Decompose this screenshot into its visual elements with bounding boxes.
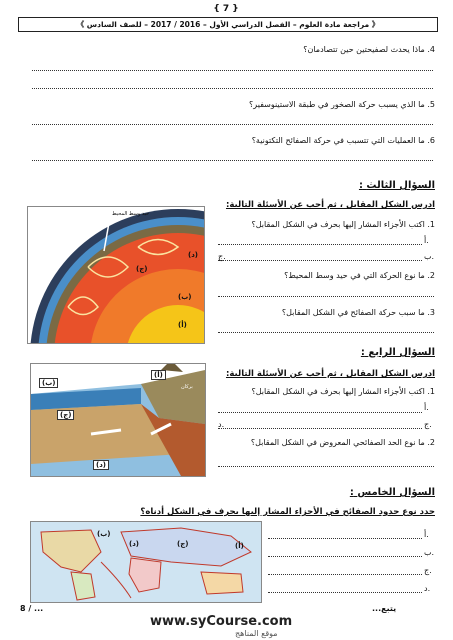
- section4-title: [361, 347, 435, 358]
- question-4: 4. ماذا يحدث لصفيحتين حين تتصادمان؟: [303, 45, 435, 54]
- question-6: 6. ما العمليات التي تتسبب في حركة الصفائح التكتونية؟: [251, 136, 435, 145]
- s3-answer-3[interactable]: [218, 332, 434, 333]
- section3-colon: :: [358, 180, 363, 191]
- section4-instruction: ادرس الشكل المقابل ، ثم أجب عن الأسئلة التالية:: [225, 369, 435, 379]
- fig4-label-ocean: محيط: [91, 374, 104, 380]
- worksheet-header: 《 مراجعة مادة العلوم – الفصل الدراسي الأول – 2016 / 2017 – للصف السادس 》: [18, 17, 438, 32]
- figure-label-a: (أ): [178, 321, 187, 329]
- figure-label-ridge: حيد وسط المحيط: [112, 211, 150, 217]
- s4-label-c: ج.: [424, 420, 432, 429]
- s3-label-b: ب.: [424, 252, 435, 261]
- section4-title-text: السؤال الرابع: [368, 347, 435, 358]
- page-number: { 7 }: [213, 4, 239, 14]
- fig4-label-c: (ج): [57, 410, 74, 420]
- section3-title-text: السؤال الثالث: [366, 180, 435, 191]
- answer-line[interactable]: [32, 70, 433, 71]
- footer-brand[interactable]: www.syCourse.com: [150, 614, 293, 629]
- s5-answer-c[interactable]: [268, 574, 422, 575]
- answer-line[interactable]: [32, 160, 433, 161]
- section4-colon: :: [360, 347, 365, 358]
- s5-label-d: د.: [424, 584, 431, 593]
- s4-question-2: 2. ما نوع الحد الصفائحي المعروض في الشكل المقابل؟: [250, 438, 435, 447]
- figure-label-d: (د): [188, 251, 198, 259]
- s3-answer-b[interactable]: [218, 260, 422, 261]
- fig4-label-a: (أ): [151, 370, 166, 380]
- answer-line[interactable]: [32, 88, 433, 89]
- s3-question-1: 1. اكتب الأجزاء المشار إليها بحرف في الشكل المقابل؟: [251, 220, 435, 229]
- s5-label-c: ج.: [424, 566, 432, 575]
- section5-instruction: حدد نوع حدود الصفائح في الأجزاء المشار إليها بحرف في الشكل أدناه؟: [140, 507, 435, 517]
- map-label-d: (د): [129, 540, 139, 548]
- s3-label-c: ج.: [218, 252, 226, 261]
- fig4-label-volcano: بركان: [181, 384, 193, 390]
- s3-question-2: 2. ما نوع الحركة التي في حيد وسط المحيط؟: [284, 271, 435, 280]
- earth-cross-section-figure: [27, 206, 205, 344]
- s3-question-3: 3. ما سبب حركة الصفائح في الشكل المقابل؟: [281, 308, 435, 317]
- footer-page: 8 / ...: [20, 604, 44, 613]
- section5-colon: :: [349, 487, 354, 498]
- map-label-b: (ب): [97, 530, 111, 538]
- map-label-a: (أ): [235, 542, 244, 550]
- figure-label-trench: اخدود: [32, 259, 44, 265]
- plate-boundary-figure: [30, 363, 206, 477]
- figure-label-b: (ب): [178, 293, 192, 301]
- s5-label-b: ب.: [424, 548, 435, 557]
- s4-question-1: 1. اكتب الأجزاء المشار إليها بحرف في الشكل المقابل؟: [251, 387, 435, 396]
- question-5: 5. ما الذي يسبب حركة الصخور في طبقة الاستينوسفير؟: [249, 100, 435, 109]
- s5-answer-a[interactable]: [268, 538, 422, 539]
- section5-title-text: السؤال الخامس: [357, 487, 435, 498]
- s4-answer-a[interactable]: [218, 412, 422, 413]
- fig4-label-d: (د): [93, 460, 109, 470]
- s5-answer-d[interactable]: [268, 592, 422, 593]
- answer-line[interactable]: [32, 124, 433, 125]
- footer-continue: يتبع...: [372, 604, 397, 613]
- s5-answer-b[interactable]: [268, 556, 422, 557]
- s3-answer-a[interactable]: [218, 244, 422, 245]
- s4-label-d: د.: [218, 420, 225, 429]
- s4-label-a: أ.: [424, 403, 429, 412]
- world-plates-map: [30, 521, 262, 603]
- s5-label-a: أ.: [424, 530, 429, 539]
- section3-title: [359, 180, 435, 191]
- fig4-label-b: (ب): [39, 378, 58, 388]
- section3-instruction: ادرس الشكل المقابل ، ثم أجب عن الأسئلة التالية:: [225, 200, 435, 210]
- s3-answer-2[interactable]: [218, 296, 434, 297]
- s3-label-a: أ.: [424, 236, 429, 245]
- s4-answer-2[interactable]: [218, 466, 434, 467]
- s4-answer-c[interactable]: [218, 428, 422, 429]
- figure-label-c: (ج): [136, 265, 148, 273]
- footer-watermark: موقع المناهج: [235, 629, 278, 638]
- world-plates-map-svg: [31, 522, 261, 602]
- section5-title: [350, 487, 435, 498]
- map-label-c: (ج): [177, 540, 189, 548]
